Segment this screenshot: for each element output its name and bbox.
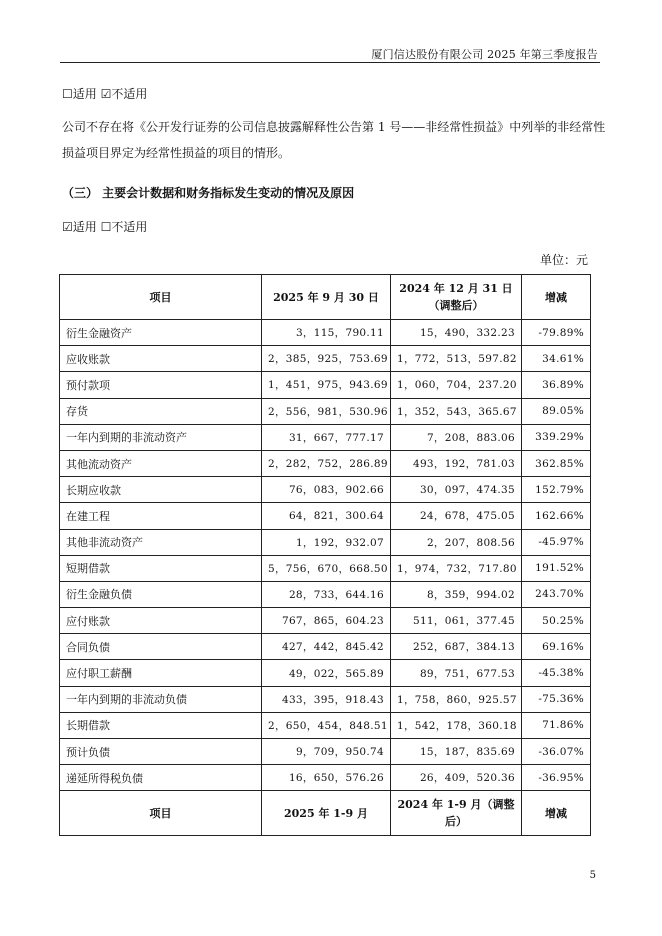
row-value-current: 3，115，790.11	[262, 320, 391, 346]
table-row	[60, 529, 591, 555]
row-change-pct: 36.89%	[522, 372, 591, 398]
page-header: 厦门信达股份有限公司 2025 年第三季度报告	[371, 48, 598, 61]
row-item-label: 长期应收款	[60, 477, 262, 503]
row-item-label: 在建工程	[60, 503, 262, 529]
table-row	[60, 739, 591, 765]
row-value-prior: 1，060，704，237.20	[391, 372, 522, 398]
row-change-pct: 339.29%	[522, 424, 591, 450]
table-row	[60, 424, 591, 450]
row-value-prior: 89，751，677.53	[391, 660, 522, 686]
row-item-label: 其他非流动资产	[60, 529, 262, 555]
row-value-current: 76，083，902.66	[262, 477, 391, 503]
table-row	[60, 608, 591, 634]
page-number: 5	[589, 870, 596, 881]
table-row	[60, 477, 591, 503]
row-item-label: 衍生金融负债	[60, 581, 262, 607]
table-footer-header-row	[60, 791, 591, 836]
table-row	[60, 398, 591, 424]
row-value-prior: 15，187，835.69	[391, 739, 522, 765]
row-value-current: 767，865，604.23	[262, 608, 391, 634]
footer-header-item: 项目	[60, 791, 262, 836]
row-value-current: 2，385，925，753.69	[262, 346, 391, 372]
row-value-current: 1，192，932.07	[262, 529, 391, 555]
row-value-prior: 1，758，860，925.57	[391, 686, 522, 712]
financial-data-table	[59, 274, 591, 836]
row-value-prior: 1，352，543，365.67	[391, 398, 522, 424]
row-change-pct: 69.16%	[522, 634, 591, 660]
table-row	[60, 581, 591, 607]
row-value-current: 9，709，950.74	[262, 739, 391, 765]
footer-header-col1: 2025 年 1-9 月	[262, 791, 391, 836]
table-row	[60, 450, 591, 476]
row-item-label: 预付款项	[60, 372, 262, 398]
row-change-pct: -45.38%	[522, 660, 591, 686]
row-item-label: 应付职工薪酬	[60, 660, 262, 686]
row-change-pct: 362.85%	[522, 450, 591, 476]
row-item-label: 长期借款	[60, 712, 262, 738]
row-value-prior: 1，772，513，597.82	[391, 346, 522, 372]
table-row	[60, 503, 591, 529]
row-item-label: 合同负债	[60, 634, 262, 660]
row-value-current: 2，650，454，848.51	[262, 712, 391, 738]
row-change-pct: 243.70%	[522, 581, 591, 607]
row-value-prior: 7，208，883.06	[391, 424, 522, 450]
row-value-prior: 1，542，178，360.18	[391, 712, 522, 738]
row-item-label: 衍生金融资产	[60, 320, 262, 346]
applicability-checkbox-1: ☐适用 ☑不适用	[62, 87, 148, 101]
row-value-current: 31，667，777.17	[262, 424, 391, 450]
row-item-label: 递延所得税负债	[60, 765, 262, 791]
row-change-pct: -79.89%	[522, 320, 591, 346]
section-title: （三） 主要会计数据和财务指标发生变动的情况及原因	[62, 186, 355, 200]
row-value-current: 427，442，845.42	[262, 634, 391, 660]
header-divider	[60, 62, 600, 63]
row-value-prior: 30，097，474.35	[391, 477, 522, 503]
table-row	[60, 712, 591, 738]
table-row	[60, 346, 591, 372]
row-value-current: 2，282，752，286.89	[262, 450, 391, 476]
row-change-pct: 191.52%	[522, 555, 591, 581]
row-value-current: 5，756，670，668.50	[262, 555, 391, 581]
row-change-pct: -36.07%	[522, 739, 591, 765]
header-col1: 2025 年 9 月 30 日	[262, 275, 391, 320]
row-change-pct: 152.79%	[522, 477, 591, 503]
header-item: 项目	[60, 275, 262, 320]
row-value-current: 64，821，300.64	[262, 503, 391, 529]
header-col2: 2024 年 12 月 31 日（调整后）	[391, 275, 522, 320]
statement-line-2: 损益项目界定为经常性损益的项目的情形。	[62, 146, 291, 160]
table-row	[60, 372, 591, 398]
row-value-current: 16，650，576.26	[262, 765, 391, 791]
header-change: 增减	[522, 275, 591, 320]
table-row	[60, 660, 591, 686]
row-value-prior: 1，974，732，717.80	[391, 555, 522, 581]
row-value-prior: 2，207，808.56	[391, 529, 522, 555]
row-value-prior: 252，687，384.13	[391, 634, 522, 660]
applicability-checkbox-2: ☑适用 ☐不适用	[62, 220, 148, 234]
row-change-pct: 162.66%	[522, 503, 591, 529]
row-value-prior: 493，192，781.03	[391, 450, 522, 476]
row-value-prior: 26，409，520.36	[391, 765, 522, 791]
row-item-label: 预计负债	[60, 739, 262, 765]
statement-line-1: 公司不存在将《公开发行证券的公司信息披露解释性公告第 1 号——非经常性损益》中列举的非经常性	[62, 120, 606, 134]
row-change-pct: 50.25%	[522, 608, 591, 634]
row-value-current: 433，395，918.43	[262, 686, 391, 712]
unit-label: 单位：元	[539, 253, 588, 267]
row-value-prior: 24，678，475.05	[391, 503, 522, 529]
row-item-label: 一年内到期的非流动资产	[60, 424, 262, 450]
table-row	[60, 320, 591, 346]
footer-header-change: 增减	[522, 791, 591, 836]
table-row	[60, 686, 591, 712]
row-value-current: 28，733，644.16	[262, 581, 391, 607]
table-row	[60, 634, 591, 660]
row-value-prior: 15，490，332.23	[391, 320, 522, 346]
row-value-current: 2，556，981，530.96	[262, 398, 391, 424]
row-change-pct: 71.86%	[522, 712, 591, 738]
row-item-label: 短期借款	[60, 555, 262, 581]
footer-header-col2: 2024 年 1-9 月（调整后）	[391, 791, 522, 836]
row-value-current: 1，451，975，943.69	[262, 372, 391, 398]
row-item-label: 一年内到期的非流动负债	[60, 686, 262, 712]
table-row	[60, 555, 591, 581]
row-change-pct: 34.61%	[522, 346, 591, 372]
row-item-label: 应收账款	[60, 346, 262, 372]
row-item-label: 存货	[60, 398, 262, 424]
row-change-pct: -36.95%	[522, 765, 591, 791]
row-change-pct: -75.36%	[522, 686, 591, 712]
table-body	[60, 320, 591, 791]
row-value-prior: 511，061，377.45	[391, 608, 522, 634]
row-item-label: 应付账款	[60, 608, 262, 634]
row-value-prior: 8，359，994.02	[391, 581, 522, 607]
row-change-pct: -45.97%	[522, 529, 591, 555]
row-value-current: 49，022，565.89	[262, 660, 391, 686]
table-header-row	[60, 275, 591, 320]
row-change-pct: 89.05%	[522, 398, 591, 424]
row-item-label: 其他流动资产	[60, 450, 262, 476]
table-row	[60, 765, 591, 791]
